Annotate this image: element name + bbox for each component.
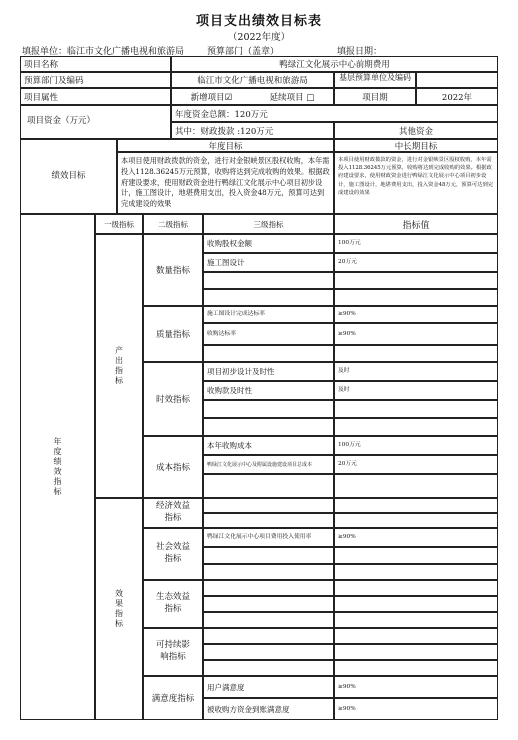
empty-cell: [203, 628, 334, 644]
empty-cell: [334, 547, 498, 564]
empty-cell: [334, 400, 498, 418]
empty-cell: [334, 289, 498, 306]
indicator-name: 被收购方资金到账满意度: [203, 698, 334, 720]
empty-cell: [203, 272, 334, 289]
indicator-value: 及时: [334, 362, 498, 381]
indicator-value: 20万元: [334, 253, 498, 272]
period-value: 2022年: [416, 88, 498, 105]
indicator-value: 及时: [334, 381, 498, 400]
filing-unit: 填报单位：临江市文化广播电视和旅游局: [22, 47, 185, 57]
empty-cell: [334, 660, 498, 676]
annual-goal-text: 本项目使用财政拨款的资金，进行对金银峡景区股权收购，本年需投入1128.36245万元预算，收购将达到完成收购的效果。根据政府建设要求，使用财政资金进行鸭绿江文化展示中心项目初步设计，施工图设计，地堪费用支出，投入资金48万元，预算可达到完成建设的效果: [117, 152, 334, 214]
quality-indicators: 质量指标: [143, 306, 203, 362]
indicator-value: ≥90%: [334, 698, 498, 720]
indicator-value: ≥90%: [334, 676, 498, 698]
indicator-name: 用户满意度: [203, 676, 334, 698]
empty-cell: [334, 418, 498, 436]
new-project-option: 新增项目☑: [190, 92, 233, 103]
empty-cell: [334, 612, 498, 628]
empty-cell: [203, 564, 334, 580]
empty-cell: [334, 596, 498, 612]
goals-label: 绩效目标: [20, 139, 117, 214]
project-attr-value: [171, 88, 334, 105]
empty-cell: [203, 596, 334, 612]
table-year: （2022年度）: [227, 32, 291, 43]
satisfaction-indicators: 满意度指标: [143, 676, 203, 720]
empty-cell: [203, 612, 334, 628]
continuing-project-option: 延续项目 □: [269, 92, 315, 103]
annual-total: 年度资金总额：120万元: [171, 105, 498, 122]
indicator-value: 20万元: [334, 455, 498, 474]
indicator-value: ≥90%: [334, 323, 498, 345]
header-level2: 二级指标: [143, 214, 203, 234]
empty-cell: [203, 660, 334, 676]
longterm-goal-text: 本项目使用财政拨款的资金，进行对金银峡景区股权收购，本年需投入1128.36245万元预算，收购将达到完成收购的效果。根据政府建设要求，使用财政资金进行鸭绿江文化展示中心项目初步设计，施工图设计，地堪费用支出，投入资金48万元，预算可达到完成建设的效果: [334, 152, 498, 214]
timeliness-indicators: 时效指标: [143, 362, 203, 436]
indicator-name: 施工图设计完成达标率: [203, 306, 334, 323]
period-label: 项目期: [334, 88, 416, 105]
other-funds: 其他资金: [334, 122, 498, 139]
empty-cell: [203, 289, 334, 306]
base-unit-value: [416, 72, 498, 88]
empty-cell: [203, 580, 334, 596]
empty-cell: [203, 345, 334, 362]
empty-cell: [334, 628, 498, 644]
empty-cell: [203, 400, 334, 418]
header-level3: 三级指标: [203, 214, 334, 234]
table-title: 项目支出绩效目标表: [195, 14, 322, 29]
effect-indicators: 效果指标: [95, 498, 143, 720]
indicator-name: 本年收购成本: [203, 436, 334, 455]
fiscal-funds: 其中：财政拨款 :120万元: [171, 122, 334, 139]
empty-cell: [203, 498, 334, 513]
empty-cell: [334, 580, 498, 596]
header-level1: 一级指标: [95, 214, 143, 234]
empty-cell: [203, 644, 334, 660]
dept-name-value: 临江市文化广播电视和旅游局: [171, 72, 334, 88]
indicator-value: 100万元: [334, 234, 498, 253]
indicator-value: 100万元: [334, 436, 498, 455]
indicator-name: 鸭绿江文化展示中心及附属设施建设项目总成本: [203, 455, 334, 474]
filing-date: 填报日期：: [337, 47, 383, 57]
empty-cell: [334, 272, 498, 289]
longterm-goal-header: 中长期目标: [334, 139, 498, 152]
funds-label: 项目资金（万元）: [20, 105, 171, 139]
empty-cell: [203, 547, 334, 564]
output-indicators: 产出指标: [95, 234, 143, 498]
empty-cell: [334, 644, 498, 660]
empty-cell: [334, 345, 498, 362]
project-attr-label: 项目属性: [20, 88, 171, 105]
indicator-value: ≥90%: [334, 528, 498, 547]
indicator-name: 收购款及时性: [203, 381, 334, 400]
empty-cell: [203, 474, 334, 498]
indicator-name: 鸭绿江文化展示中心项目费用投入使用率: [203, 528, 334, 547]
cost-indicators: 成本指标: [143, 436, 203, 498]
header-value: 指标值: [334, 214, 498, 234]
annual-indicators-label: 年度绩效指标: [20, 214, 95, 720]
empty-cell: [334, 513, 498, 528]
base-unit-label: 基层预算单位及编码: [334, 72, 416, 88]
project-name-label: 项目名称: [20, 56, 171, 72]
social-indicators: 社会效益指标: [143, 528, 203, 580]
empty-cell: [334, 474, 498, 498]
indicator-name: 施工图设计: [203, 253, 334, 272]
economic-indicators: 经济效益指标: [143, 498, 203, 528]
empty-cell: [203, 513, 334, 528]
indicator-name: 收购达标率: [203, 323, 334, 345]
indicator-value: ≥90%: [334, 306, 498, 323]
empty-cell: [203, 418, 334, 436]
sustainable-indicators: 可持续影响指标: [143, 628, 203, 676]
indicator-name: 收购股权金额: [203, 234, 334, 253]
budget-department: 预算部门（盖章）: [207, 47, 280, 57]
dept-code-label: 预算部门及编码: [20, 72, 171, 88]
empty-cell: [334, 498, 498, 513]
ecological-indicators: 生态效益指标: [143, 580, 203, 628]
indicator-name: 项目初步设计及时性: [203, 362, 334, 381]
quantity-indicators: 数量指标: [143, 234, 203, 306]
project-name-value: 鸭绿江文化展示中心前期费用: [171, 56, 498, 72]
annual-goal-header: 年度目标: [117, 139, 334, 152]
empty-cell: [334, 564, 498, 580]
